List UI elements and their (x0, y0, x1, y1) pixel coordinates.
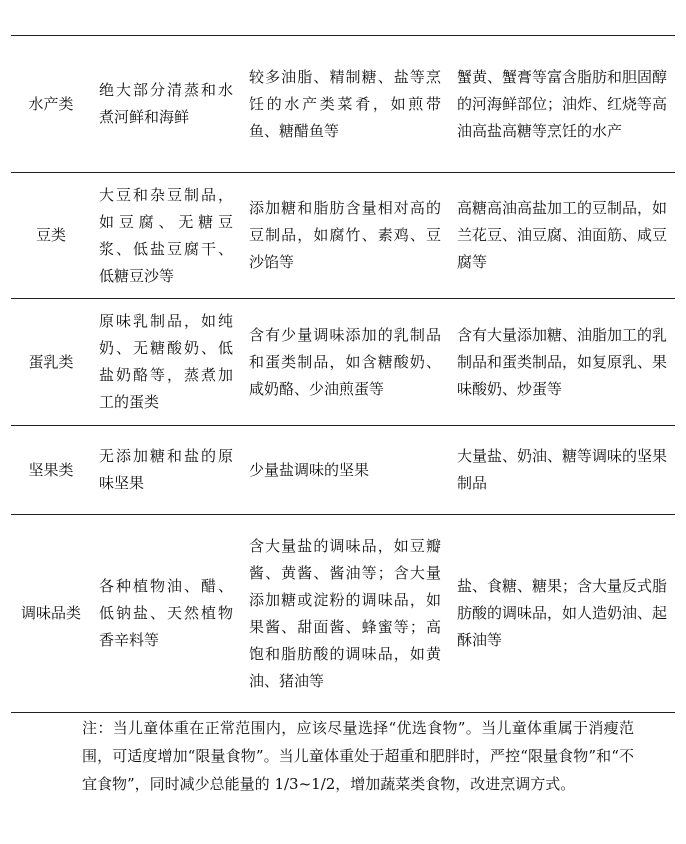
table-row-aquatic (11, 36, 675, 173)
category-cell: 水产类 (28, 94, 74, 113)
table-row-nuts (11, 426, 675, 515)
table-row-beans (11, 173, 675, 299)
limited-food-cell: 较多油脂、精制糖、盐等烹饪的水产类菜肴，如煎带鱼、糖醋鱼等 (249, 67, 441, 140)
category-cell: 豆类 (35, 226, 66, 244)
unsuitable-food-cell: 蟹黄、蟹膏等富含脂肪和胆固醇的河海鲜部位；油炸、红烧等高油高盐高糖等烹饪的水产 (457, 67, 668, 140)
limited-food-cell: 含大量盐的调味品，如豆瓣酱、黄酱、酱油等；含大量添加糖或淀粉的调味品，如果酱、甜面酱、蜂蜜等；高饱和脂肪酸的调味品，如黄油、猪油等 (249, 536, 441, 690)
unsuitable-food-cell: 高糖高油高盐加工的豆制品，如兰花豆、油豆腐、油面筋、咸豆腐等 (457, 199, 668, 271)
preferred-food-cell: 大豆和杂豆制品，如豆腐、无糖豆浆、低盐豆腐干、低糖豆沙等 (99, 185, 233, 285)
unsuitable-food-cell: 大量盐、奶油、糖等调味的坚果制品 (457, 447, 668, 492)
preferred-food-cell: 绝大部分清蒸和水煮河鲜和海鲜 (99, 81, 233, 126)
limited-food-cell: 少量盐调味的坚果 (249, 460, 370, 479)
category-cell: 调味品类 (20, 604, 81, 622)
category-cell: 蛋乳类 (28, 352, 74, 371)
unsuitable-food-cell: 盐、食糖、糖果；含大量反式脂肪酸的调味品，如人造奶油、起酥油等 (457, 577, 668, 649)
unsuitable-food-cell: 含有大量添加糖、油脂加工的乳制品和蛋类制品，如复原乳、果味酸奶、炒蛋等 (457, 325, 668, 398)
food-choice-table (11, 35, 675, 713)
preferred-food-cell: 各种植物油、醋、低钠盐、天然植物香辛料等 (99, 577, 233, 649)
table-row-egg-dairy (11, 299, 675, 426)
preferred-food-cell: 无添加糖和盐的原味坚果 (99, 447, 233, 492)
limited-food-cell: 添加糖和脂肪含量相对高的豆制品，如腐竹、素鸡、豆沙馅等 (249, 199, 441, 271)
table-row-condiments (11, 515, 675, 713)
limited-food-cell: 含有少量调味添加的乳制品和蛋类制品，如含糖酸奶、咸奶酪、少油煎蛋等 (249, 325, 441, 398)
preferred-food-cell: 原味乳制品，如纯奶、无糖酸奶、低盐奶酪等，蒸煮加工的蛋类 (99, 312, 233, 411)
table-footnote: 注：当儿童体重在正常范围内，应该尽量选择“优选食物”。当儿童体重属于消瘦范围，可适度增加“限量食物”。当儿童体重处于超重和肥胖时，严控“限量食物”和“不宜食物”，同时减少总能量的 1/3~1/2，增加蔬菜类食物，改进烹调方式。 (82, 719, 634, 793)
category-cell: 坚果类 (28, 460, 74, 479)
